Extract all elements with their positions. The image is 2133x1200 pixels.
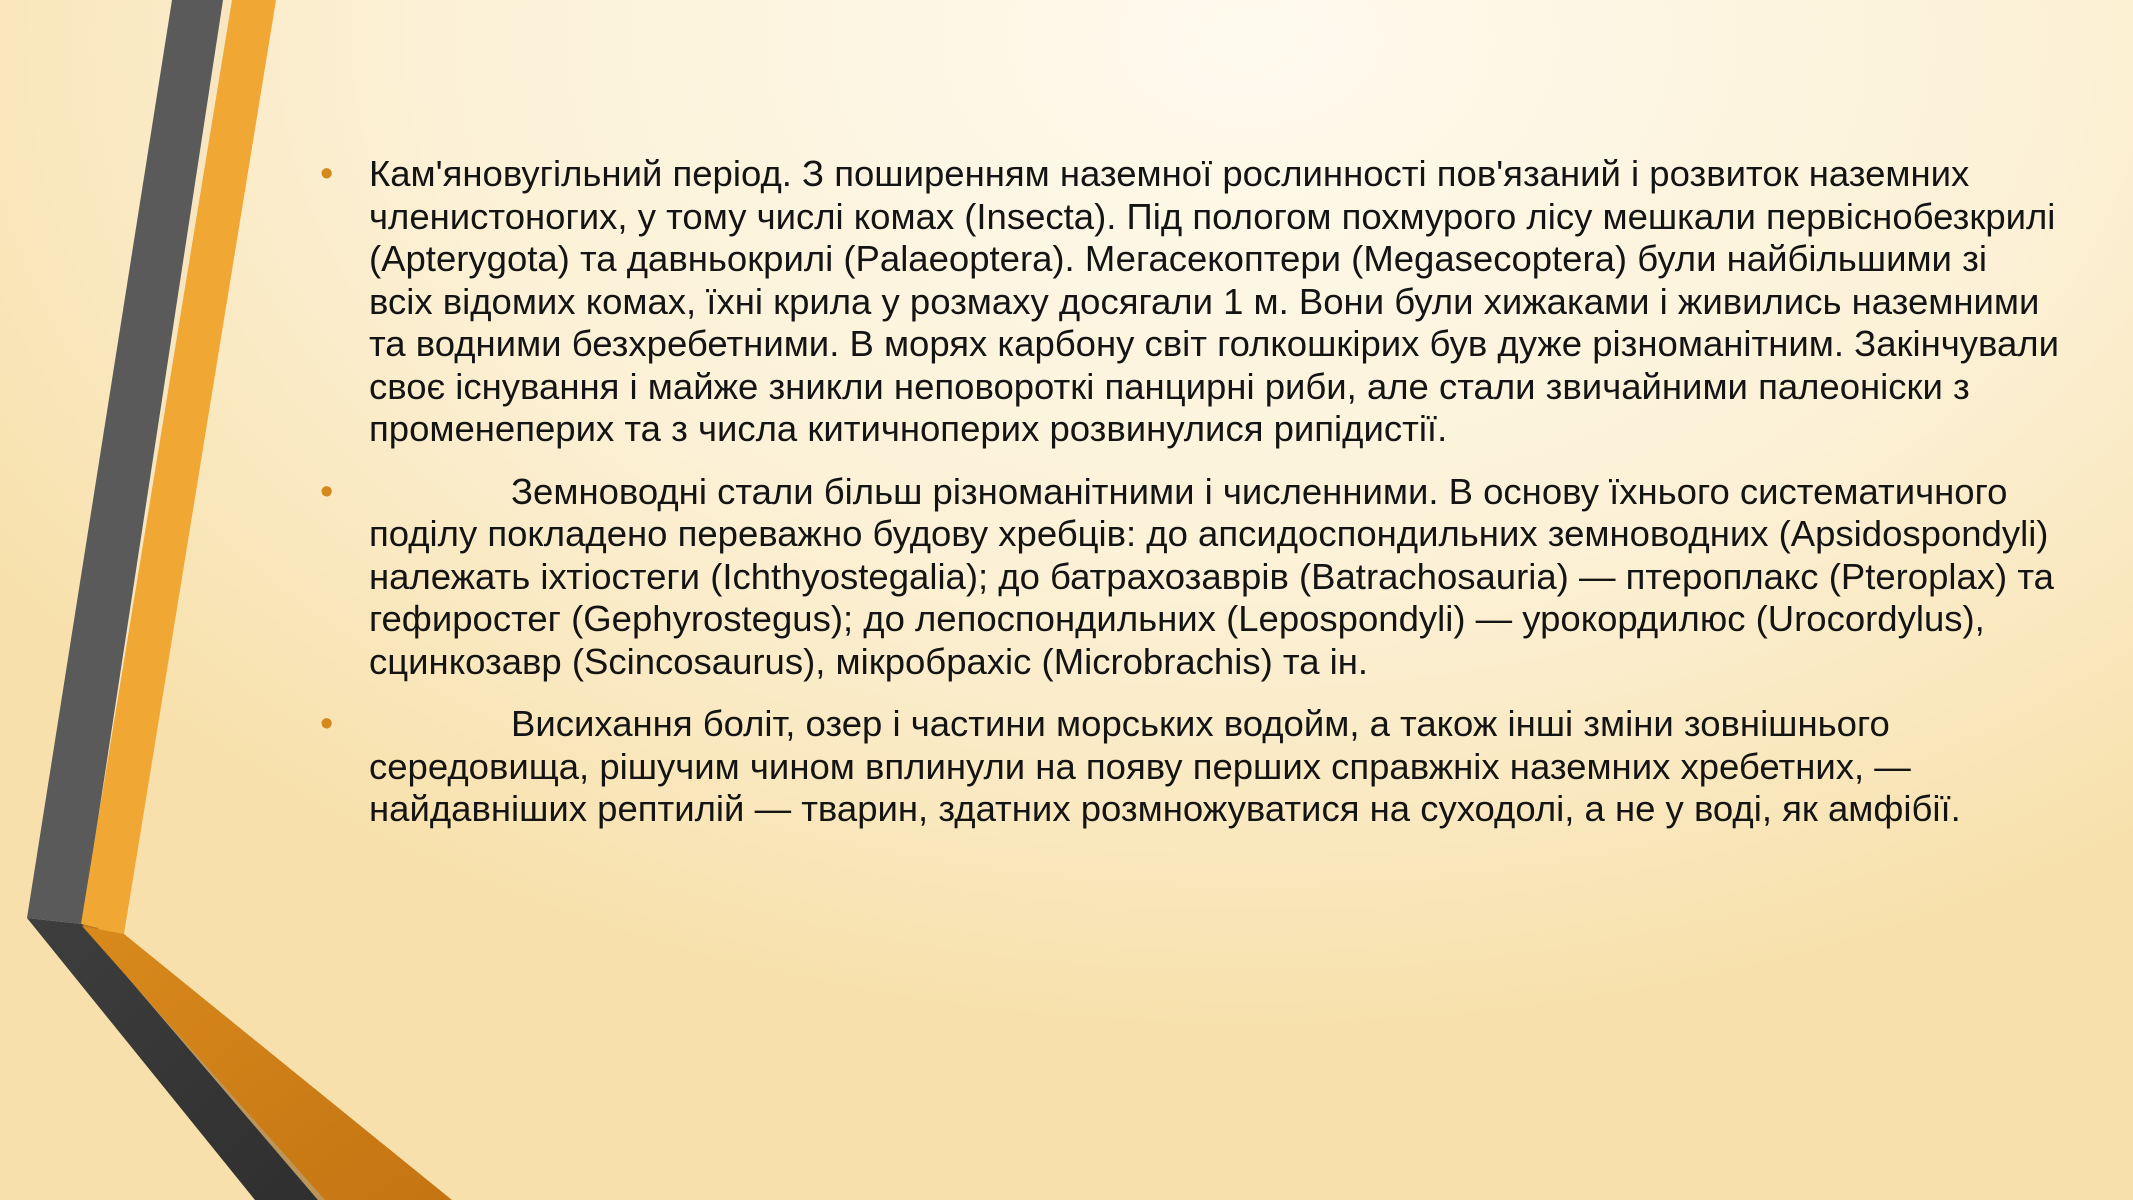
paragraph-carboniferous — [320, 153, 2060, 451]
paragraph-text: Кам'яновугільний період. З поширенням наземної рослинності пов'язаний і розвиток наземних членистоногих, у тому числі комах (Insecta). Під пологом похмурого лісу мешкали первіснобезкрилі (Apterygota) та давньокрилі (Palaeoptera). Мегасекоптери (Megasecoptera) були найбільшими зі всіх відомих комах, їхні крила у розмаху досягали 1 м. Вони були хижаками і живились наземними та водними безхребетними. В морях карбону світ голкошкірих був дуже різноманітним. Закінчували своє існування і майже зникли неповороткі панцирні риби, але стали звичайними палеоніски з променеперих та з числа китичноперих розвинулися рипідистії. — [369, 153, 2059, 449]
paragraph-amphibians — [320, 471, 2060, 684]
paragraph-text: Земноводні стали більш різноманітними і численними. В основу їхнього систематичного поділу покладено переважно будову хребців: до апсидоспондильних земноводних (Apsidospondyli) належать іхтіостеги (Ichthyostegalia); до батрахозаврів (Batrachosauria) — птероплакс (Pteroplax) та гефиростег (Gephyrostegus); до лепоспондильних (Lepospondyli) — урокордилюс (Urocordylus), сцинкозавр (Scincosaurus), мікробрахіс (Microbrachis) та ін. — [369, 470, 2054, 682]
paragraph-text: Висихання боліт, озер і частини морських водойм, а також інші зміни зовнішнього середовища, рішучим чином вплинули на появу перших справжніх наземних хребетних, — найдавніших рептилій — тварин, здатних розмножуватися на суходолі, а не у воді, як амфібії. — [369, 703, 1961, 829]
bullet-icon: • — [320, 470, 334, 513]
bullet-icon: • — [320, 153, 334, 195]
content-body — [320, 153, 2060, 851]
bullet-icon: • — [320, 703, 334, 745]
paragraph-reptiles — [320, 703, 2060, 831]
